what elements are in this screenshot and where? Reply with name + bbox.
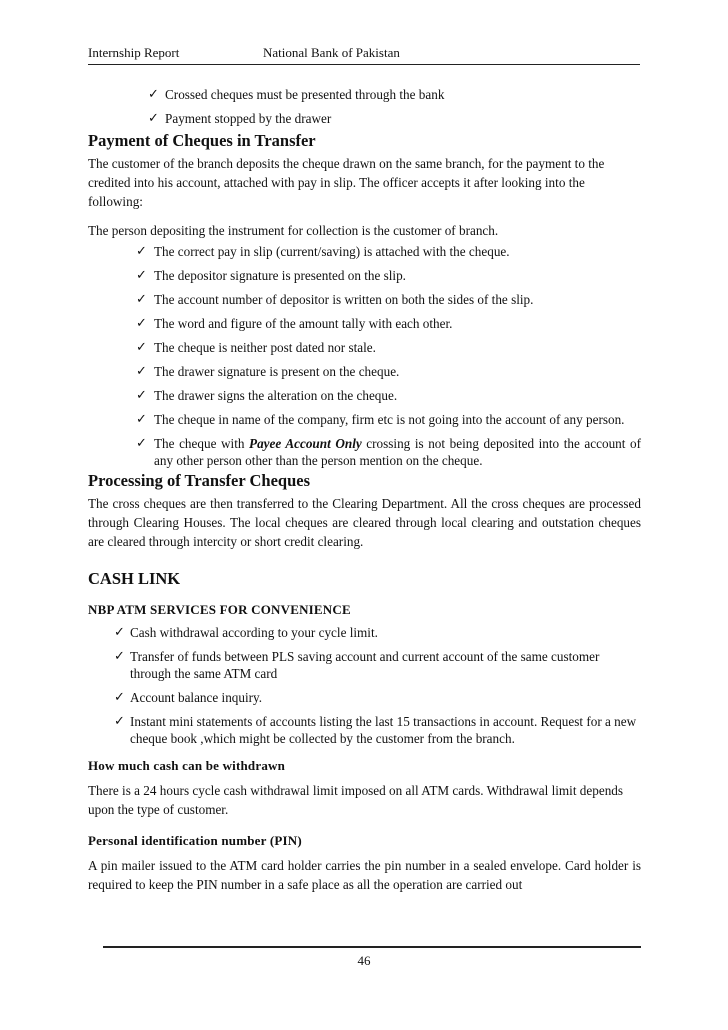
subsection-title-atm-services: NBP ATM SERVICES FOR CONVENIENCE [88, 602, 351, 617]
page-number: 46 [357, 953, 371, 968]
section-title-payment: Payment of Cheques in Transfer [88, 131, 316, 150]
list-item: ✓ Cash withdrawal according to your cycle limit. [114, 625, 378, 640]
list-item: ✓ The cheque with Payee Account Only crossing is not being deposited into the account of any other person other than the person mention on the cheque. [136, 436, 641, 468]
header-bank-name: National Bank of Pakistan [263, 45, 400, 60]
page-header [88, 44, 640, 65]
check-icon: ✓ [136, 340, 147, 355]
check-icon: ✓ [136, 316, 147, 331]
list-item: ✓ The drawer signature is present on the cheque. [136, 364, 400, 379]
list-item: ✓ The cheque is neither post dated nor stale. [136, 340, 376, 355]
payee-account-only-emphasis: Payee Account Only [249, 436, 362, 451]
payment-checklist [88, 243, 641, 469]
page-content [88, 86, 641, 894]
check-icon: ✓ [136, 364, 147, 379]
check-icon: ✓ [114, 625, 125, 640]
list-item: ✓ Crossed cheques must be presented through the bank [148, 87, 445, 102]
list-item: ✓ The correct pay in slip (current/saving) is attached with the cheque. [136, 244, 510, 259]
payment-paragraph: The customer of the branch deposits the cheque drawn on the same branch, for the payment to the credited into his account, attached with pay in slip. The officer accepts it after looking into the following: [88, 156, 605, 209]
list-item: ✓ The cheque in name of the company, firm etc is not going into the account of any person. [136, 412, 625, 427]
header-report-title: Internship Report [88, 45, 180, 60]
check-icon: ✓ [114, 690, 125, 705]
subsection-title-pin: Personal identification number (PIN) [88, 833, 302, 848]
pin-paragraph: A pin mailer issued to the ATM card holder carries the pin number in a sealed envelope. Card holder is required to keep the PIN number in a safe place as all the operation are carried out [88, 858, 641, 892]
list-item: ✓ The word and figure of the amount tally with each other. [136, 316, 453, 331]
section-title-cash-link: CASH LINK [88, 569, 181, 588]
list-item: ✓ Payment stopped by the drawer [148, 111, 332, 126]
check-icon: ✓ [148, 87, 159, 102]
check-icon: ✓ [136, 292, 147, 307]
check-icon: ✓ [136, 436, 147, 451]
list-item: ✓ The account number of depositor is written on both the sides of the slip. [136, 292, 534, 307]
subsection-title-withdraw-limit: How much cash can be withdrawn [88, 758, 286, 773]
payment-intro: The person depositing the instrument for collection is the customer of branch. [88, 223, 499, 238]
check-icon: ✓ [114, 714, 125, 729]
list-item: ✓ The depositor signature is presented on the slip. [136, 268, 406, 283]
top-checklist [88, 86, 641, 127]
processing-paragraph: The cross cheques are then transferred to the Clearing Department. All the cross cheques are processed through Clearing Houses. The local cheques are cleared through local clearing and outstation cheques are cleared through intercity or short credit clearing. [88, 496, 641, 549]
list-item: ✓ Instant mini statements of accounts listing the last 15 transactions in account. Request for a new cheque book ,which might be collected by the customer from the branch. [114, 714, 637, 746]
check-icon: ✓ [136, 244, 147, 259]
list-item: ✓ Account balance inquiry. [114, 690, 263, 705]
atm-services-checklist [88, 624, 641, 747]
check-icon: ✓ [148, 111, 159, 126]
withdraw-paragraph: There is a 24 hours cycle cash withdrawal limit imposed on all ATM cards. Withdrawal limit depends upon the type of customer. [88, 783, 624, 817]
check-icon: ✓ [136, 268, 147, 283]
footer-divider [103, 946, 641, 948]
list-item: ✓ The drawer signs the alteration on the cheque. [136, 388, 398, 403]
section-title-processing: Processing of Transfer Cheques [88, 471, 310, 490]
list-item: ✓ Transfer of funds between PLS saving account and current account of the same customer through the same ATM card [114, 649, 600, 681]
check-icon: ✓ [114, 649, 125, 664]
check-icon: ✓ [136, 412, 147, 427]
check-icon: ✓ [136, 388, 147, 403]
